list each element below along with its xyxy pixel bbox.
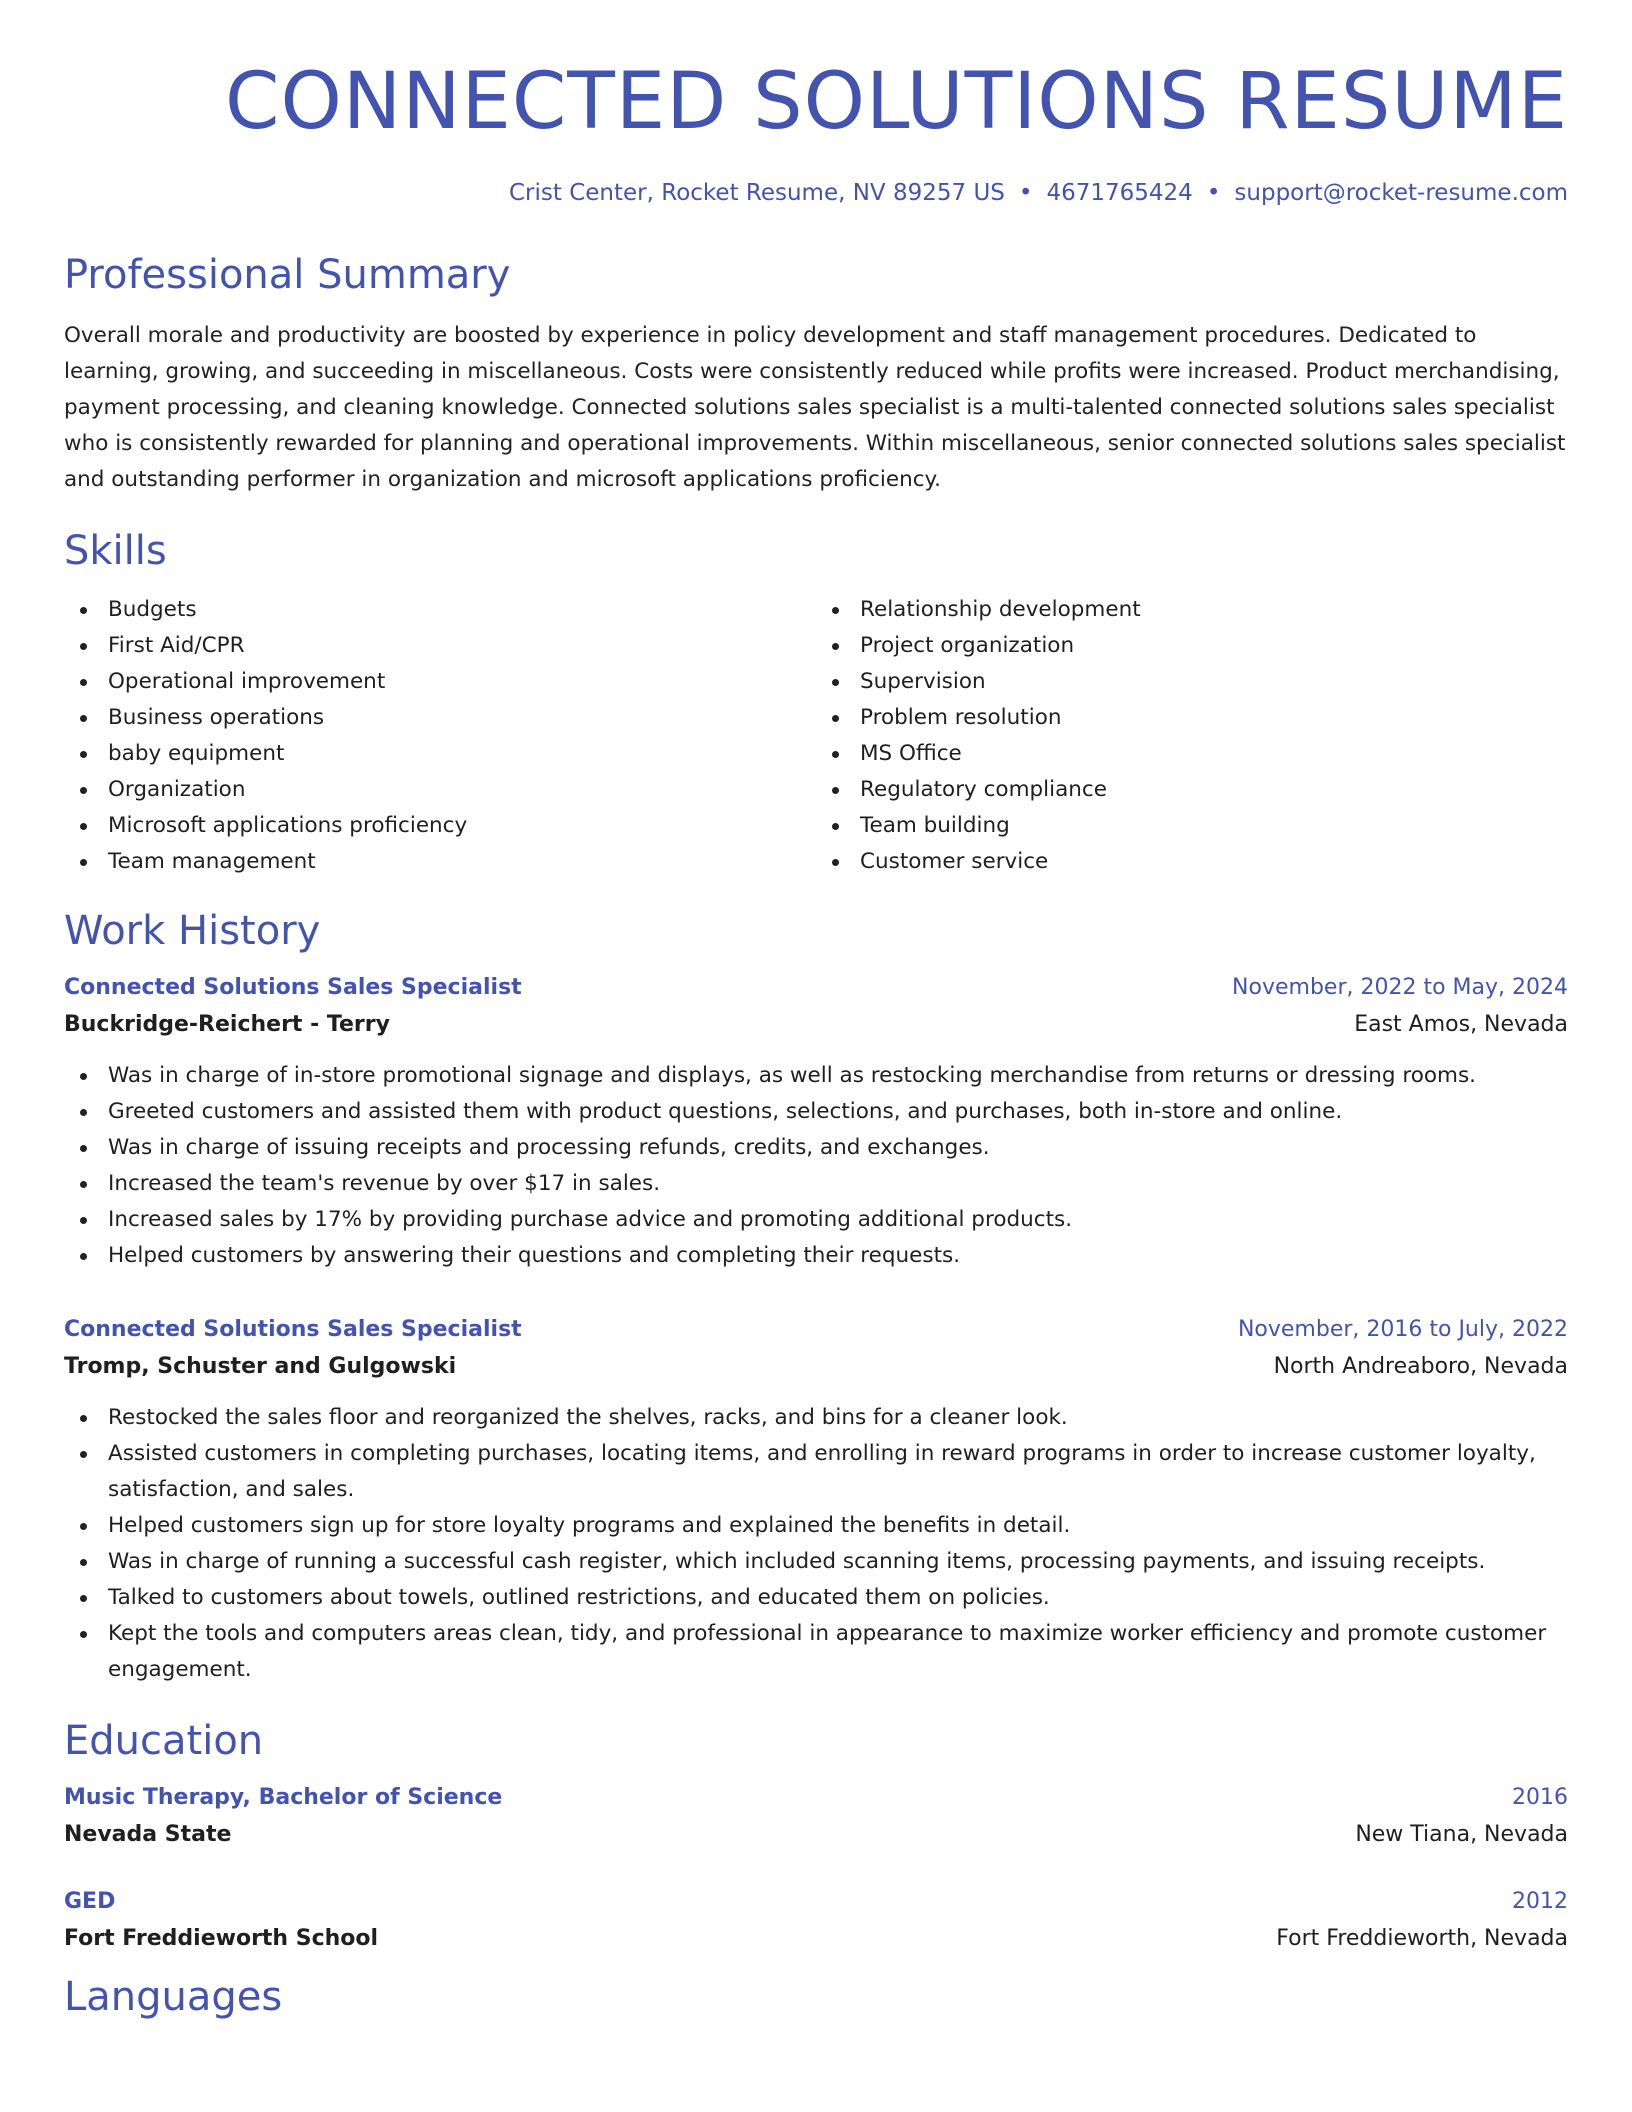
- job-bullet: Was in charge of issuing receipts and processing refunds, credits, and exchanges.: [108, 1130, 1568, 1166]
- skill-item: Problem resolution: [860, 700, 1568, 736]
- skill-item: Supervision: [860, 664, 1568, 700]
- summary-text: Overall morale and productivity are boosted by experience in policy development and staff management procedures. Dedicated to learning, growing, and succeeding in miscellaneous. Costs were consistently reduced while profits were increased. Product merchandising, payment processing, and cleaning knowledge. Connected solutions sales specialist is a multi-talented connected solutions sales specialist who is consistently rewarded for planning and operational improvements. Within miscellaneous, senior connected solutions sales specialist and outstanding performer in organization and microsoft applications proficiency.: [64, 323, 1566, 492]
- job-employer: Tromp, Schuster and Gulgowski: [64, 1354, 457, 1379]
- job-bullet: Restocked the sales floor and reorganized the shelves, racks, and bins for a cleaner look.: [108, 1400, 1568, 1436]
- skill-item: Operational improvement: [108, 664, 816, 700]
- job-title: Connected Solutions Sales Specialist: [64, 975, 522, 1000]
- education-location: New Tiana, Nevada: [1355, 1822, 1568, 1847]
- job-bullet: Greeted customers and assisted them with product questions, selections, and purchases, both in-store and online.: [108, 1094, 1568, 1130]
- job-entry: [64, 970, 1568, 1274]
- skill-item: Business operations: [108, 700, 816, 736]
- job-dates: November, 2022 to May, 2024: [1232, 975, 1568, 1000]
- section-title-education: Education: [64, 1718, 264, 1764]
- skill-item: Organization: [108, 772, 816, 808]
- contact-email: support@rocket-resume.com: [1234, 180, 1568, 206]
- education-school: Nevada State: [64, 1822, 232, 1847]
- job-bullets: [64, 1058, 1568, 1274]
- job-bullet: Increased sales by 17% by providing purchase advice and promoting additional products.: [108, 1202, 1568, 1238]
- education-entry: [64, 1884, 1568, 1958]
- education-degree: GED: [64, 1889, 116, 1914]
- skills-list: [64, 592, 1568, 880]
- skill-item: First Aid/CPR: [108, 628, 816, 664]
- skills-column-left: [64, 592, 816, 880]
- job-employer: Buckridge-Reichert - Terry: [64, 1012, 390, 1037]
- skill-item: Relationship development: [860, 592, 1568, 628]
- contact-phone: 4671765424: [1046, 180, 1193, 206]
- skill-item: Team management: [108, 844, 816, 880]
- education-year: 2016: [1512, 1785, 1568, 1810]
- job-bullet: Assisted customers in completing purchases, locating items, and enrolling in reward programs in order to increase customer loyalty, satisfaction, and sales.: [108, 1436, 1568, 1508]
- job-location: East Amos, Nevada: [1354, 1012, 1568, 1037]
- job-title: Connected Solutions Sales Specialist: [64, 1317, 522, 1342]
- job-bullet: Helped customers by answering their questions and completing their requests.: [108, 1238, 1568, 1274]
- section-title-summary: Professional Summary: [64, 252, 511, 298]
- job-location: North Andreaboro, Nevada: [1273, 1354, 1568, 1379]
- contact-address: Crist Center, Rocket Resume, NV 89257 US: [509, 180, 1005, 206]
- contact-line: [64, 178, 1568, 208]
- job-dates: November, 2016 to July, 2022: [1237, 1317, 1568, 1342]
- job-bullets: [64, 1400, 1568, 1688]
- education-entry: [64, 1780, 1568, 1854]
- job-bullet: Talked to customers about towels, outlined restrictions, and educated them on policies.: [108, 1580, 1568, 1616]
- skills-column-right: [816, 592, 1568, 880]
- education-degree: Music Therapy, Bachelor of Science: [64, 1785, 503, 1810]
- job-entry: [64, 1312, 1568, 1688]
- skill-item: Customer service: [860, 844, 1568, 880]
- education-year: 2012: [1512, 1889, 1568, 1914]
- job-bullet: Was in charge of running a successful cash register, which included scanning items, processing payments, and issuing receipts.: [108, 1544, 1568, 1580]
- skill-item: Team building: [860, 808, 1568, 844]
- contact-separator: •: [1018, 180, 1033, 206]
- skill-item: Budgets: [108, 592, 816, 628]
- section-title-work-history: Work History: [64, 908, 321, 954]
- contact-separator: •: [1206, 180, 1221, 206]
- resume-name: CONNECTED SOLUTIONS RESUME: [224, 57, 1568, 147]
- job-bullet: Increased the team's revenue by over $17 in sales.: [108, 1166, 1568, 1202]
- section-title-languages: Languages: [64, 1974, 283, 2020]
- job-bullet: Was in charge of in-store promotional signage and displays, as well as restocking merchandise from returns or dressing rooms.: [108, 1058, 1568, 1094]
- education-location: Fort Freddieworth, Nevada: [1276, 1926, 1568, 1951]
- job-bullet: Helped customers sign up for store loyalty programs and explained the benefits in detail.: [108, 1508, 1568, 1544]
- education-school: Fort Freddieworth School: [64, 1926, 379, 1951]
- skill-item: baby equipment: [108, 736, 816, 772]
- skill-item: MS Office: [860, 736, 1568, 772]
- skill-item: Microsoft applications proficiency: [108, 808, 816, 844]
- skill-item: Project organization: [860, 628, 1568, 664]
- skill-item: Regulatory compliance: [860, 772, 1568, 808]
- section-title-skills: Skills: [64, 528, 167, 574]
- job-bullet: Kept the tools and computers areas clean, tidy, and professional in appearance to maximize worker efficiency and promote customer engagement.: [108, 1616, 1568, 1688]
